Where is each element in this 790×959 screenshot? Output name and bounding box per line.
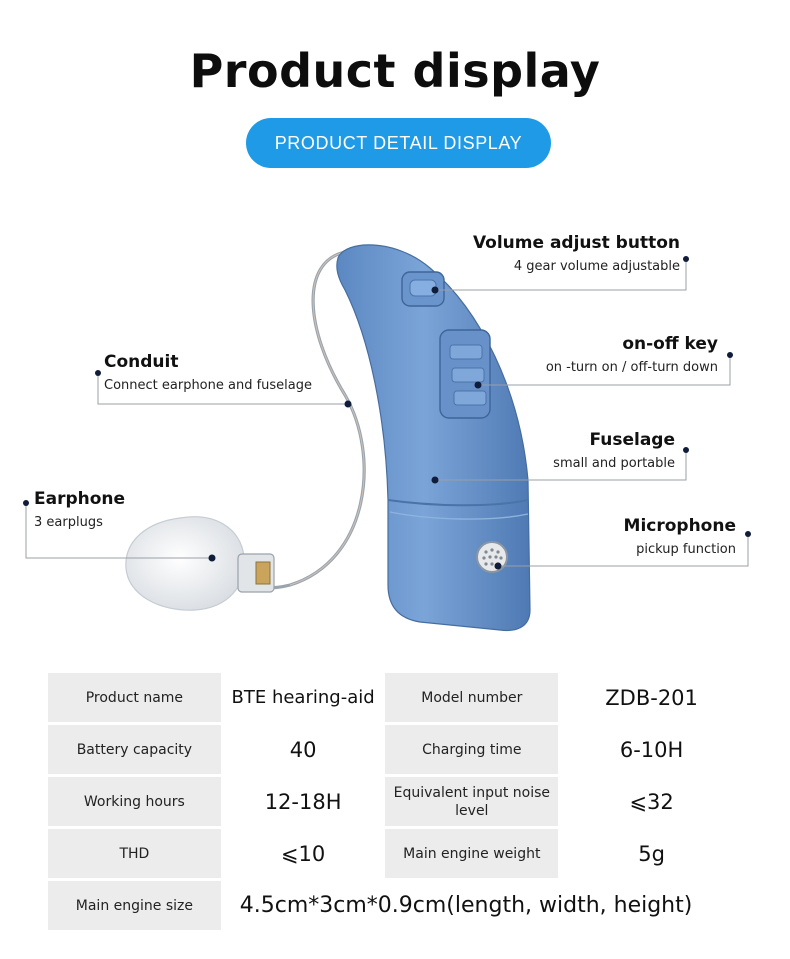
spec-value: ZDB-201 (561, 673, 742, 722)
spec-table (45, 670, 745, 933)
page-title: Product display (189, 44, 601, 98)
table-row (48, 777, 742, 826)
spec-label: Equivalent input noise level (385, 777, 558, 826)
callout-volume-desc: 4 gear volume adjustable (513, 259, 680, 274)
spec-label: Working hours (48, 777, 221, 826)
dot-microphone (495, 563, 502, 570)
spec-label: Product name (48, 673, 221, 722)
callout-microphone (500, 516, 736, 557)
callout-earphone-title: Earphone (34, 489, 126, 509)
callout-fuselage-desc: small and portable (553, 456, 675, 471)
spec-value: BTE hearing-aid (224, 673, 383, 722)
callout-microphone-desc: pickup function (636, 542, 736, 557)
dot-onoff (475, 382, 482, 389)
spec-label: Charging time (385, 725, 558, 774)
table-row (48, 881, 742, 930)
spec-value: 5g (561, 829, 742, 878)
spec-label: Battery capacity (48, 725, 221, 774)
dot-conduit (345, 401, 352, 408)
spec-value: 4.5cm*3cm*0.9cm(length, width, height) (224, 881, 742, 930)
spec-value: ⩽32 (561, 777, 742, 826)
callout-onoff (480, 334, 718, 375)
callout-conduit (104, 352, 312, 393)
spec-label: Main engine weight (385, 829, 558, 878)
dot-fuselage (432, 477, 439, 484)
callout-volume-title: Volume adjust button (472, 233, 680, 253)
callout-volume (440, 233, 680, 274)
spec-value: 12-18H (224, 777, 383, 826)
callout-fuselage-title: Fuselage (589, 430, 675, 450)
table-row (48, 673, 742, 722)
section-badge: PRODUCT DETAIL DISPLAY (246, 118, 551, 168)
table-row (48, 829, 742, 878)
spec-label: Model number (385, 673, 558, 722)
callout-onoff-desc: on -turn on / off-turn down (545, 360, 718, 375)
dot-volume (432, 287, 439, 294)
callout-microphone-title: Microphone (623, 516, 736, 536)
spec-value: ⩽10 (224, 829, 383, 878)
callout-conduit-title: Conduit (104, 352, 179, 372)
spec-value: 6-10H (561, 725, 742, 774)
callout-earphone-desc: 3 earplugs (34, 515, 103, 530)
callout-earphone (34, 489, 125, 530)
callout-fuselage (440, 430, 675, 471)
spec-value: 40 (224, 725, 383, 774)
callout-conduit-desc: Connect earphone and fuselage (104, 378, 313, 393)
spec-label: Main engine size (48, 881, 221, 930)
callout-onoff-title: on-off key (622, 334, 718, 354)
spec-label: THD (48, 829, 221, 878)
dot-earphone (209, 555, 216, 562)
table-row (48, 725, 742, 774)
